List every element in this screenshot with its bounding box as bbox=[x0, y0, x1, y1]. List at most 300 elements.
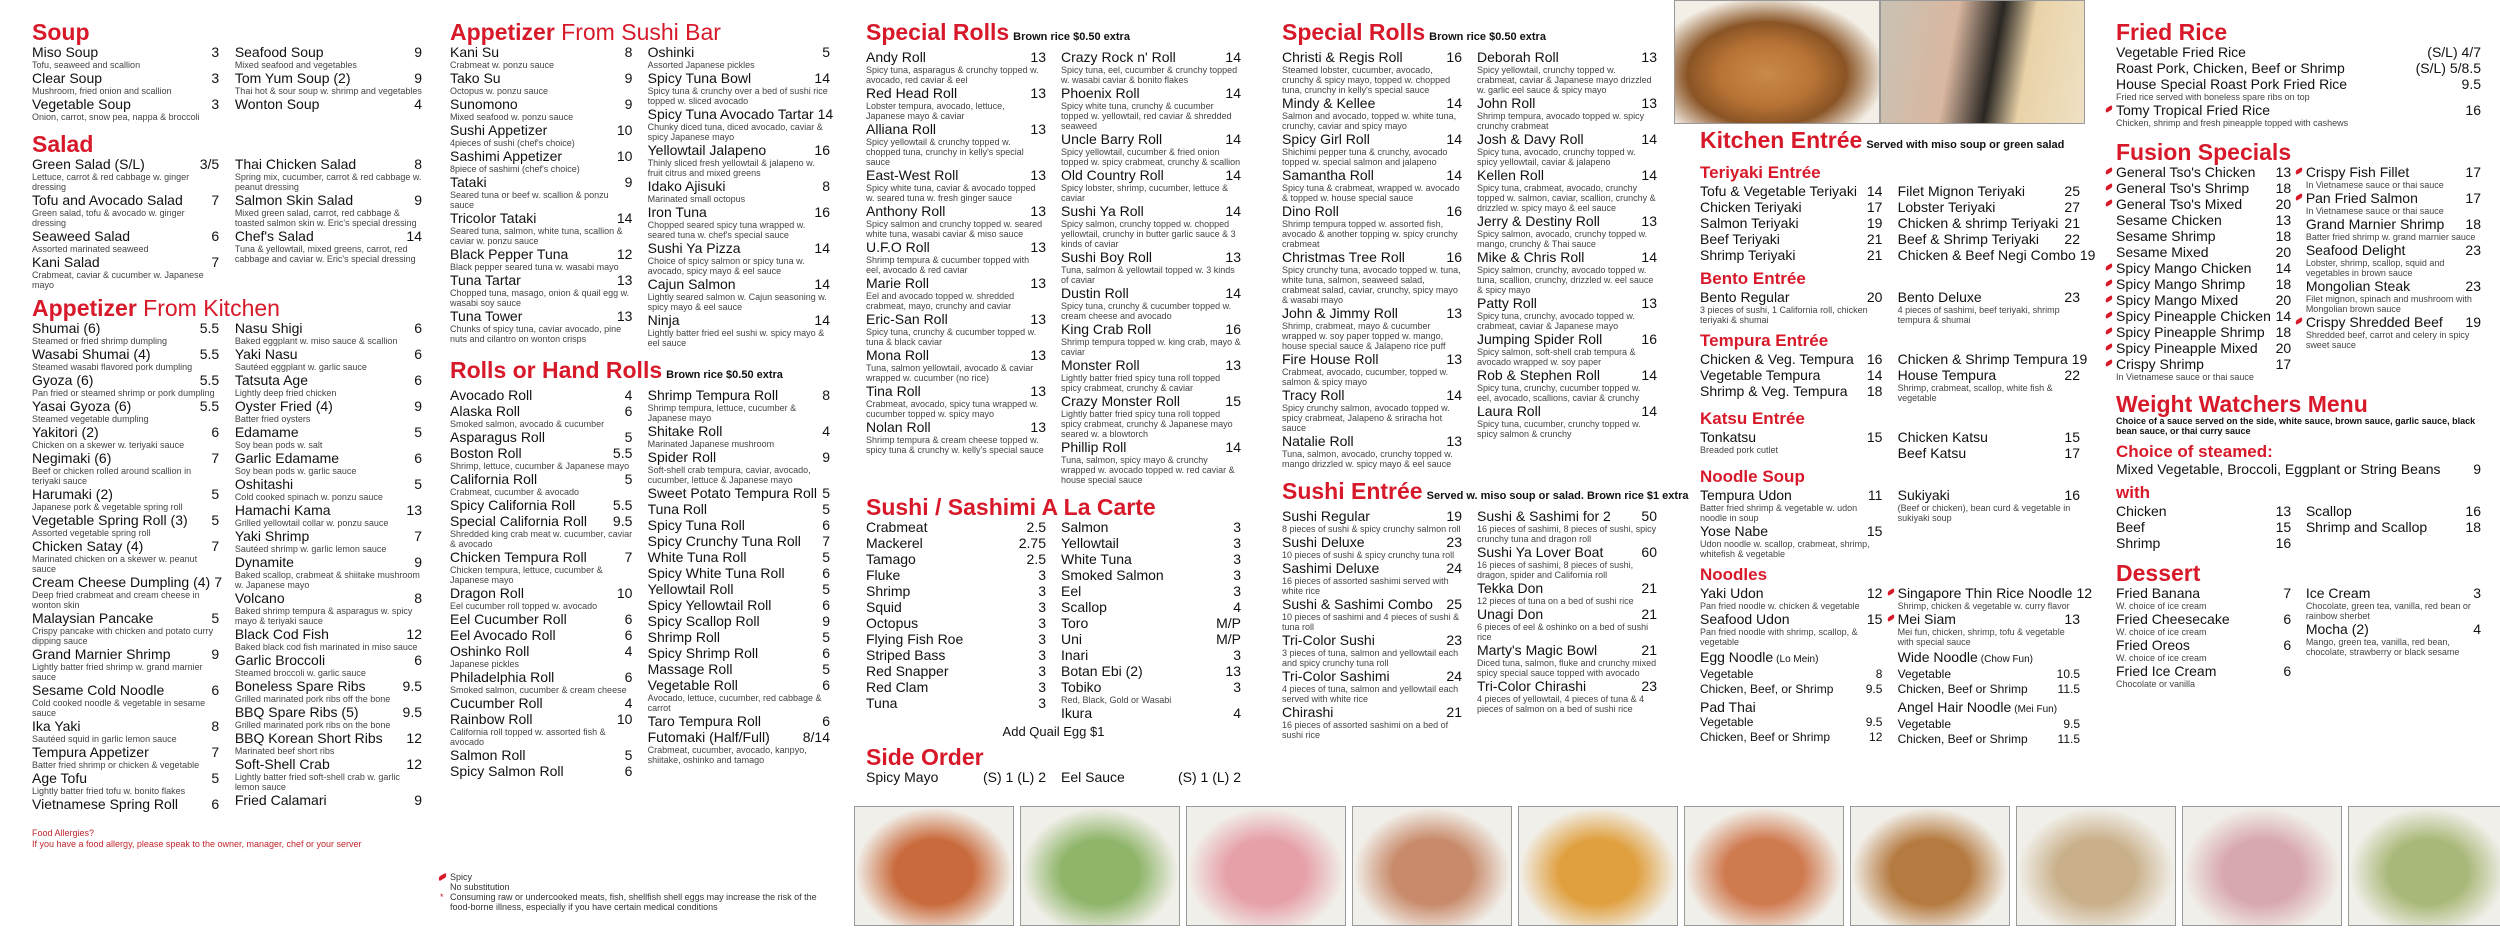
menu-item bbox=[866, 240, 1046, 275]
item-price: 9 bbox=[624, 70, 633, 86]
item-name: Tataki bbox=[450, 174, 487, 190]
menu-item bbox=[2116, 309, 2291, 324]
item-row bbox=[1700, 290, 1882, 305]
item-name: Oshitashi bbox=[234, 476, 294, 492]
item-description: Eel cucumber roll topped w. avocado bbox=[450, 601, 598, 611]
menu-item bbox=[2116, 213, 2291, 228]
item-description: Baked eggplant w. miso sauce & scallion bbox=[234, 336, 398, 346]
allergy-title: Food Allergies? bbox=[32, 828, 95, 838]
item-price: 16 bbox=[1446, 203, 1462, 219]
item-name: Mindy & Kellee bbox=[1282, 95, 1376, 111]
menu-item bbox=[1282, 132, 1462, 167]
item-row bbox=[1061, 706, 1241, 721]
item-price: 24 bbox=[1446, 668, 1462, 684]
item-name: Uncle Barry Roll bbox=[1061, 131, 1163, 147]
item-row bbox=[235, 591, 422, 606]
item-name: Massage Roll bbox=[647, 661, 733, 677]
item-name: Black Cod Fish bbox=[234, 626, 329, 642]
item-name: Chicken & shrimp Teriyaki bbox=[1897, 215, 2059, 231]
item-description: Cold cooked noodle & vegetable in sesame sauce bbox=[32, 698, 206, 718]
menu-item bbox=[235, 477, 422, 502]
item-name: Yaki Udon bbox=[1700, 585, 1764, 601]
item-name: Fire House Roll bbox=[1282, 351, 1379, 367]
salad-section bbox=[32, 132, 422, 290]
item-row bbox=[1700, 368, 1882, 383]
menu-item bbox=[648, 450, 830, 485]
item-name: Idako Ajisuki bbox=[647, 178, 726, 194]
item-row bbox=[450, 550, 632, 565]
item-row bbox=[1477, 545, 1657, 560]
menu-item bbox=[648, 518, 830, 533]
menu-list bbox=[1282, 49, 1462, 469]
menu-item bbox=[648, 678, 830, 713]
item-price: 9 bbox=[624, 96, 633, 112]
item-name: Singapore Thin Rice Noodle bbox=[1897, 585, 2073, 601]
noodle-option-group bbox=[1700, 650, 1882, 697]
menu-item bbox=[1282, 168, 1462, 203]
menu-list bbox=[450, 387, 632, 779]
item-price: 6 bbox=[624, 763, 633, 779]
item-name: Fried Banana bbox=[2116, 585, 2201, 601]
item-price: 12 bbox=[2076, 585, 2093, 601]
item-name: Black Pepper Tuna bbox=[450, 246, 569, 262]
item-row bbox=[1061, 680, 1241, 695]
menu-item bbox=[450, 273, 632, 308]
menu-item bbox=[32, 611, 219, 646]
item-price: 3 bbox=[211, 96, 220, 112]
item-price: 13 bbox=[1446, 305, 1462, 321]
option-name: Vegetable bbox=[1897, 717, 1951, 731]
menu-item bbox=[1061, 706, 1241, 721]
menu-item bbox=[32, 45, 219, 70]
item-price: 7 bbox=[211, 192, 220, 208]
menu-item bbox=[1282, 669, 1462, 704]
item-description: Baked shrimp tempura & asparagus w. spicy mayo & teriyaki sauce bbox=[234, 606, 413, 626]
item-description: Japanese pork & vegetable spring roll bbox=[32, 502, 183, 512]
menu-item bbox=[450, 247, 632, 272]
item-price: 18 bbox=[2465, 519, 2481, 535]
item-price: 18 bbox=[2465, 216, 2481, 232]
item-description: Shrimp tempura & cream cheese topped w. spicy tuna & crunchy w. kelly's special sauce bbox=[866, 435, 1044, 455]
item-row bbox=[2116, 261, 2291, 276]
item-price: 15 bbox=[2275, 519, 2292, 535]
menu-item bbox=[235, 157, 422, 192]
item-row bbox=[1700, 612, 1882, 627]
menu-item bbox=[1477, 607, 1657, 642]
menu-list bbox=[1700, 487, 1882, 559]
item-description: Choice of spicy salmon or spicy tuna w. avocado, spicy mayo & eel sauce bbox=[647, 256, 805, 276]
title-light: From Kitchen bbox=[136, 295, 280, 321]
item-name: Spicy Yellowtail Roll bbox=[647, 597, 772, 613]
menu-item bbox=[1477, 643, 1657, 678]
item-row bbox=[32, 683, 219, 698]
item-price: 3 bbox=[1233, 567, 1241, 583]
menu-item bbox=[648, 486, 830, 501]
item-name: Eric-San Roll bbox=[866, 311, 948, 327]
item-row bbox=[2116, 165, 2291, 180]
menu-item bbox=[235, 321, 422, 346]
item-price: 21 bbox=[1641, 642, 1657, 658]
item-price: 3 bbox=[211, 70, 220, 86]
item-description: Spicy salmon, soft-shell crab tempura & avocado wrapped w. soy paper bbox=[1477, 347, 1636, 367]
menu-item bbox=[1061, 394, 1241, 439]
item-name: Tuna bbox=[866, 695, 898, 711]
item-row bbox=[235, 731, 422, 746]
menu-item bbox=[2116, 45, 2481, 60]
item-price: 5 bbox=[414, 424, 422, 440]
brown-rice-note: Brown rice $0.50 extra bbox=[1429, 31, 1546, 43]
item-price: (S) 1 (L) 2 bbox=[982, 769, 1046, 785]
menu-item bbox=[235, 503, 422, 528]
item-name: Iron Tuna bbox=[647, 204, 707, 220]
menu-item bbox=[866, 536, 1046, 551]
menu-item bbox=[648, 277, 830, 312]
item-price: 5 bbox=[211, 486, 220, 502]
item-row bbox=[2116, 229, 2291, 244]
menu-item bbox=[1282, 250, 1462, 305]
item-name: Tri-Color Sashimi bbox=[1282, 668, 1390, 684]
item-description: Spicy tuna, avocado, crunchy topped w. spicy yellowtail, caviar & jalapeno bbox=[1477, 147, 1636, 167]
menu-item bbox=[450, 123, 632, 148]
menu-item bbox=[2116, 664, 2291, 689]
item-price: 21 bbox=[1866, 247, 1883, 263]
item-name: Kani Su bbox=[450, 44, 500, 60]
menu-item bbox=[1700, 430, 1882, 455]
menu-item bbox=[450, 149, 632, 174]
roll-photo-9 bbox=[2182, 806, 2342, 926]
item-description: 12 pieces of tuna on a bed of sushi rice bbox=[1477, 596, 1634, 606]
item-description: Cold cooked spinach w. ponzu sauce bbox=[234, 492, 383, 502]
item-row bbox=[2116, 277, 2291, 292]
item-name: Sushi Appetizer bbox=[450, 122, 548, 138]
dessert-section bbox=[2116, 561, 2481, 689]
item-price: 23 bbox=[1446, 632, 1462, 648]
menu-item bbox=[1477, 509, 1657, 544]
item-description: Diced tuna, salmon, fluke and crunchy mixed spicy special sauce topped with avocado bbox=[1477, 658, 1657, 678]
item-price: 5.5 bbox=[199, 346, 220, 362]
item-price: 3 bbox=[1038, 631, 1046, 647]
item-price: 6 bbox=[624, 627, 633, 643]
menu-item bbox=[648, 566, 830, 581]
menu-item bbox=[450, 764, 632, 779]
item-name: Shrimp and Scallop bbox=[2305, 519, 2428, 535]
item-row bbox=[1477, 368, 1657, 383]
option-price: 9.5 bbox=[2063, 717, 2080, 731]
item-price: 13 bbox=[1446, 351, 1462, 367]
item-price: 7 bbox=[414, 528, 422, 544]
item-description: Fried rice served with boneless spare ribs on top bbox=[2116, 92, 2310, 102]
menu-item bbox=[1061, 520, 1241, 535]
item-price: 14 bbox=[1225, 285, 1241, 301]
item-row bbox=[2116, 664, 2291, 679]
menu-list bbox=[32, 44, 219, 122]
item-name: Grand Marnier Shrimp bbox=[32, 646, 171, 662]
item-row bbox=[2306, 243, 2481, 258]
menu-item bbox=[32, 229, 219, 254]
item-description: Batter fried shrimp or chicken & vegetable bbox=[32, 760, 200, 770]
item-description: Shrimp tempura topped w. king crab, mayo & caviar bbox=[1061, 337, 1241, 357]
item-price: 15 bbox=[2064, 429, 2080, 445]
item-row bbox=[866, 696, 1046, 711]
item-price: 7 bbox=[2283, 585, 2292, 601]
menu-item bbox=[1282, 705, 1462, 740]
item-name: Striped Bass bbox=[866, 647, 946, 663]
item-price: 8 bbox=[624, 44, 633, 60]
item-row bbox=[32, 255, 219, 270]
item-row bbox=[450, 45, 632, 60]
section-title: Dessert bbox=[2116, 560, 2201, 586]
menu-item bbox=[1898, 184, 2080, 199]
menu-item bbox=[2116, 277, 2291, 292]
item-name: Roast Pork, Chicken, Beef or Shrimp bbox=[2116, 60, 2345, 76]
menu-item bbox=[32, 71, 219, 96]
item-row bbox=[2306, 586, 2481, 601]
item-description: Chicken, shrimp and fresh pineapple topped with cashews bbox=[2116, 118, 2349, 128]
menu-item bbox=[1898, 446, 2080, 461]
item-row bbox=[32, 71, 219, 86]
item-price: 23 bbox=[2465, 242, 2481, 258]
item-row bbox=[1061, 132, 1241, 147]
item-price: 9 bbox=[414, 398, 422, 414]
menu-item bbox=[32, 574, 222, 610]
item-name: Shrimp Roll bbox=[647, 629, 720, 645]
item-row bbox=[2116, 504, 2291, 519]
item-description: Mango, green tea, vanilla, red bean, chocolate, strawberry or black sesame bbox=[2305, 637, 2460, 657]
item-price: 16 bbox=[2465, 102, 2481, 118]
item-row bbox=[32, 574, 222, 590]
item-row bbox=[1898, 612, 2080, 627]
item-description: Spring mix, cucumber, carrot & red cabbage w. peanut dressing bbox=[234, 172, 422, 192]
item-name: Red Snapper bbox=[866, 663, 949, 679]
menu-column-3 bbox=[866, 0, 1241, 785]
menu-item bbox=[1700, 352, 1882, 367]
item-name: General Tso's Shrimp bbox=[2116, 180, 2250, 196]
item-row bbox=[2306, 520, 2481, 535]
item-price: 21 bbox=[1866, 231, 1883, 247]
item-price: 23 bbox=[1641, 678, 1657, 694]
item-name: Eel Avocado Roll bbox=[450, 627, 556, 643]
item-price: 16 bbox=[1446, 49, 1462, 65]
item-price: 6 bbox=[211, 682, 220, 698]
menu-item bbox=[1061, 568, 1241, 583]
item-description: Onion, carrot, snow pea, nappa & broccoli bbox=[32, 112, 200, 122]
item-row bbox=[1061, 358, 1241, 373]
item-price: 16 bbox=[1225, 321, 1241, 337]
item-price: 18 bbox=[2275, 276, 2292, 292]
item-description: Steamed or fried shrimp dumpling bbox=[32, 336, 168, 346]
menu-item bbox=[450, 696, 632, 711]
menu-list bbox=[1700, 183, 1882, 263]
item-row bbox=[1477, 643, 1657, 658]
item-price: 14 bbox=[1641, 367, 1657, 383]
item-description: Baked scallop, crabmeat & shiitake mushroom w. Japanese mayo bbox=[234, 570, 420, 590]
item-name: Rob & Stephen Roll bbox=[1477, 367, 1600, 383]
menu-item bbox=[2116, 638, 2291, 663]
item-price: 19 bbox=[2071, 351, 2088, 367]
menu-item bbox=[1898, 612, 2080, 647]
item-row bbox=[648, 502, 830, 517]
menu-item bbox=[866, 276, 1046, 311]
item-price: 7 bbox=[822, 533, 830, 549]
menu-item bbox=[866, 648, 1046, 663]
special-rolls-1-section bbox=[866, 20, 1241, 485]
item-price: 5 bbox=[822, 549, 830, 565]
item-price: 6 bbox=[414, 346, 422, 362]
menu-item bbox=[1477, 581, 1657, 606]
item-row bbox=[235, 399, 422, 414]
item-price: 13 bbox=[1030, 275, 1046, 291]
item-name: Yaki Shrimp bbox=[234, 528, 310, 544]
item-row bbox=[1061, 394, 1241, 409]
item-price: 15 bbox=[1866, 523, 1883, 539]
section-title: Salad bbox=[32, 131, 94, 157]
item-price: 9 bbox=[414, 792, 422, 808]
appetizer-sushi-section bbox=[450, 19, 834, 348]
menu-item bbox=[450, 472, 632, 497]
item-row bbox=[866, 86, 1046, 101]
item-name: Deborah Roll bbox=[1477, 49, 1559, 65]
item-price: 13 bbox=[1030, 239, 1046, 255]
menu-list bbox=[1700, 351, 1882, 403]
menu-item bbox=[450, 670, 632, 695]
menu-item bbox=[1061, 132, 1241, 167]
menu-item bbox=[450, 211, 632, 246]
item-row bbox=[2116, 77, 2481, 92]
item-price: 14 bbox=[814, 312, 830, 328]
item-row bbox=[2116, 103, 2481, 118]
item-price: 5 bbox=[211, 610, 220, 626]
item-name: Red Head Roll bbox=[866, 85, 958, 101]
fusion-section bbox=[2116, 140, 2481, 382]
item-price: 5.5 bbox=[612, 497, 633, 513]
item-price: 5 bbox=[822, 629, 830, 645]
option-row bbox=[1898, 717, 2080, 732]
item-price: 14 bbox=[1225, 439, 1241, 455]
section-title: Side Order bbox=[866, 744, 984, 770]
menu-item bbox=[2306, 279, 2481, 314]
option-name: Chicken, Beef or Shrimp bbox=[1700, 730, 1831, 744]
item-price: 13 bbox=[1225, 663, 1241, 679]
menu-item bbox=[2306, 622, 2481, 657]
item-price: 16 bbox=[1866, 351, 1883, 367]
item-row bbox=[1898, 232, 2080, 247]
item-row bbox=[1061, 648, 1241, 663]
menu-item bbox=[1282, 597, 1462, 632]
menu-item bbox=[648, 550, 830, 565]
item-name: Mocha (2) bbox=[2305, 621, 2369, 637]
item-name: Oshinki bbox=[647, 44, 695, 60]
menu-item bbox=[648, 71, 830, 106]
item-price: 13 bbox=[1225, 357, 1241, 373]
item-price: 14 bbox=[1866, 183, 1883, 199]
item-description: Chunky diced tuna, diced avocado, caviar & spicy Japanese mayo bbox=[647, 122, 823, 142]
item-description: 10 pieces of sashimi and 4 pieces of sushi & tuna roll bbox=[1282, 612, 1460, 632]
menu-list bbox=[1700, 585, 1882, 647]
item-name: Mona Roll bbox=[866, 347, 930, 363]
item-price: 13 bbox=[1641, 95, 1657, 111]
item-name: Crazy Rock n' Roll bbox=[1061, 49, 1176, 65]
item-name: Ninja bbox=[647, 312, 680, 328]
menu-item bbox=[648, 714, 830, 729]
item-name: Fried Cheesecake bbox=[2116, 611, 2230, 627]
item-row bbox=[2116, 293, 2291, 308]
item-name: Smoked Salmon bbox=[1061, 567, 1164, 583]
item-price: 3 bbox=[1038, 615, 1046, 631]
item-row bbox=[235, 321, 422, 336]
item-name: Alaska Roll bbox=[450, 403, 521, 419]
menu-item bbox=[2116, 165, 2291, 180]
item-name: Scallop bbox=[2305, 503, 2352, 519]
menu-item bbox=[2116, 229, 2291, 244]
item-name: Asparagus Roll bbox=[450, 429, 545, 445]
item-price: 7 bbox=[211, 254, 220, 270]
item-description: Shrimp, crabmeat, mayo & cucumber wrapped w. soy paper topped w. mango, house special sauce & Jalapeno rice puff bbox=[1282, 321, 1446, 351]
menu-item bbox=[450, 514, 632, 549]
item-row bbox=[1700, 184, 1882, 199]
item-name: Sushi Ya Pizza bbox=[647, 240, 741, 256]
menu-column-4 bbox=[1282, 0, 1689, 740]
item-description: Steamed vegetable dumpling bbox=[32, 414, 149, 424]
item-price: 20 bbox=[2275, 244, 2292, 260]
item-price: 6 bbox=[2283, 611, 2292, 627]
item-price: 7 bbox=[211, 538, 220, 554]
item-price: 10 bbox=[616, 711, 633, 727]
quail-egg-note: Add Quail Egg $1 bbox=[1002, 724, 1105, 739]
menu-item bbox=[235, 627, 422, 652]
item-description: Pan fried noodle with shrimp, scallop, & vegetable bbox=[1700, 627, 1858, 647]
item-row bbox=[648, 45, 830, 60]
item-row bbox=[1477, 607, 1657, 622]
title-bold: Appetizer bbox=[32, 295, 137, 321]
menu-list bbox=[2116, 503, 2291, 551]
item-price: 13 bbox=[1030, 121, 1046, 137]
item-description: Spicy tuna, crunchy, cucumber topped w. eel, avocado, scallions, caviar & crunchy bbox=[1477, 383, 1641, 403]
item-row bbox=[648, 205, 830, 220]
menu-item bbox=[1700, 368, 1882, 383]
item-name: Mixed Vegetable, Broccoli, Eggplant or String Beans bbox=[2116, 461, 2441, 477]
item-row bbox=[450, 71, 632, 86]
item-row bbox=[648, 241, 830, 256]
item-name: Garlic Broccoli bbox=[234, 652, 326, 668]
item-name: Toro bbox=[1061, 615, 1089, 631]
item-row bbox=[450, 712, 632, 727]
item-price: 6 bbox=[822, 597, 830, 613]
item-name: Tri-Color Chirashi bbox=[1477, 678, 1587, 694]
item-row bbox=[32, 771, 219, 786]
item-name: Vegetable Fried Rice bbox=[2116, 44, 2246, 60]
item-row bbox=[1282, 509, 1462, 524]
menu-item bbox=[648, 143, 830, 178]
menu-item bbox=[1061, 584, 1241, 599]
menu-item bbox=[1282, 50, 1462, 95]
item-name: Beef bbox=[2116, 519, 2145, 535]
item-row bbox=[1477, 132, 1657, 147]
menu-item bbox=[866, 384, 1046, 419]
raw-food-warning bbox=[438, 892, 838, 912]
menu-item bbox=[866, 664, 1046, 679]
menu-item bbox=[1477, 545, 1657, 580]
roll-photo-1 bbox=[854, 806, 1014, 926]
item-name: John & Jimmy Roll bbox=[1282, 305, 1398, 321]
title: Special Rolls bbox=[1282, 19, 1426, 45]
item-name: Seafood Udon bbox=[1700, 611, 1790, 627]
item-price: 8/14 bbox=[802, 729, 830, 745]
item-price: 12 bbox=[1866, 585, 1883, 601]
menu-item bbox=[2116, 325, 2291, 340]
item-name: General Tso's Mixed bbox=[2116, 196, 2243, 212]
item-price: 6 bbox=[822, 565, 830, 581]
item-description: 16 pieces of assorted sashimi served with white rice bbox=[1282, 576, 1449, 596]
